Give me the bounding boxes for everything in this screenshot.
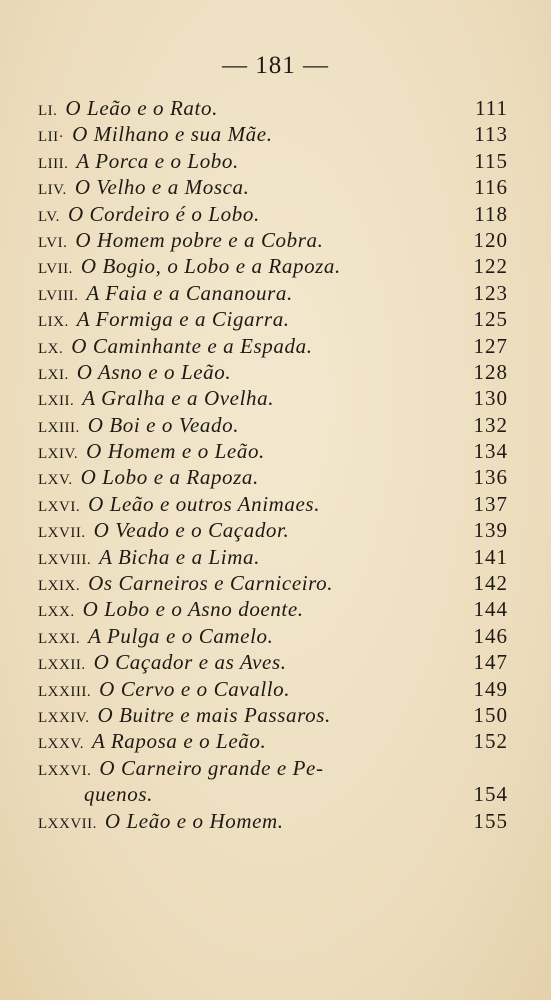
entry-page-number: 128 <box>473 359 508 384</box>
toc-entry <box>38 227 508 253</box>
entry-title: A Pulga e o Camelo. <box>88 623 274 648</box>
entry-page-number: 141 <box>473 544 508 569</box>
entry-numeral: LV. <box>38 208 60 225</box>
entry-page-number: 113 <box>474 122 508 147</box>
entry-title: A Formiga e a Cigarra. <box>76 307 290 332</box>
toc-entry <box>38 808 508 834</box>
toc-entry <box>38 201 508 227</box>
entry-page-number: 139 <box>473 518 508 543</box>
entry-numeral: LXVI. <box>38 498 81 515</box>
entry-page-number: 147 <box>473 650 508 675</box>
entry-numeral: LXVII. <box>38 525 86 542</box>
entry-title: O Leão e outros Animaes. <box>88 491 321 516</box>
entry-title: O Bogio, o Lobo e a Rapoza. <box>80 254 341 279</box>
entry-page-number: 115 <box>474 148 508 173</box>
entry-title: O Carneiro grande e Pe- <box>99 755 324 780</box>
entry-page-number: 130 <box>473 386 508 411</box>
entry-numeral: LXXV. <box>38 736 84 753</box>
toc-entry <box>38 121 508 147</box>
entry-page-number: 122 <box>473 254 508 279</box>
toc-entry <box>38 570 508 596</box>
toc-entry <box>38 649 508 675</box>
toc-entry <box>38 491 508 517</box>
toc-entry <box>38 596 508 622</box>
entry-numeral: LIII. <box>38 155 69 172</box>
toc-entry <box>38 359 508 385</box>
entry-numeral: LXIV. <box>38 446 79 463</box>
entry-page-number: 136 <box>473 465 508 490</box>
entry-title: O Homem e o Leão. <box>86 439 265 464</box>
entry-title: O Asno e o Leão. <box>76 359 232 384</box>
toc-entry <box>38 676 508 702</box>
entry-title: O Leão e o Homem. <box>104 808 284 833</box>
entry-title: A Porca e o Lobo. <box>76 148 239 173</box>
entry-page-number: 149 <box>473 676 508 701</box>
entry-title: Os Carneiros e Carniceiro. <box>88 571 334 596</box>
toc-entry <box>38 148 508 174</box>
entry-title: A Faia e a Cananoura. <box>86 280 293 305</box>
entry-numeral: LXXVII. <box>38 815 97 832</box>
entry-numeral: LXXI. <box>38 630 81 647</box>
entry-title: O Buitre e mais Passaros. <box>97 702 331 727</box>
toc-entry <box>38 702 508 728</box>
toc-entry <box>38 728 508 754</box>
entry-numeral: LXXIV. <box>38 709 90 726</box>
toc-entry <box>38 438 508 464</box>
table-of-contents <box>38 95 508 834</box>
entry-title: O Lobo e a Rapoza. <box>80 465 259 490</box>
entry-title: quenos. <box>84 782 153 807</box>
entry-numeral: LXIII. <box>38 419 80 436</box>
entry-page-number: 144 <box>473 597 508 622</box>
entry-numeral: LVII. <box>38 261 73 278</box>
toc-entry <box>38 623 508 649</box>
entry-numeral: LXX. <box>38 604 75 621</box>
entry-numeral: LVI. <box>38 234 68 251</box>
entry-title: O Homem pobre e a Cobra. <box>75 227 324 252</box>
entry-page-number: 137 <box>473 491 508 516</box>
entry-page-number: 120 <box>473 227 508 252</box>
entry-numeral: LXXVI. <box>38 762 92 779</box>
entry-numeral: LII· <box>38 129 65 146</box>
entry-numeral: LXXII. <box>38 657 86 674</box>
page-number: — 181 — <box>222 52 329 79</box>
entry-title: O Boi e o Veado. <box>87 412 240 437</box>
toc-entry <box>38 517 508 543</box>
toc-entry <box>38 464 508 490</box>
toc-entry <box>38 412 508 438</box>
entry-numeral: LXIX. <box>38 578 81 595</box>
entry-page-number: 111 <box>475 96 508 120</box>
entry-numeral: LIX. <box>38 314 69 331</box>
entry-numeral: LXXIII. <box>38 683 92 700</box>
entry-title: O Cervo e o Cavallo. <box>99 676 291 701</box>
entry-title: O Caçador e as Aves. <box>93 650 287 675</box>
entry-title: O Milhano e sua Mãe. <box>72 122 273 147</box>
toc-entry <box>38 544 508 570</box>
entry-page-number: 155 <box>473 808 508 833</box>
entry-title: O Caminhante e a Espada. <box>71 333 313 358</box>
toc-entry <box>38 781 508 807</box>
entry-title: O Velho e a Mosca. <box>74 175 250 200</box>
entry-page-number: 142 <box>473 571 508 596</box>
toc-entry <box>38 755 508 781</box>
entry-page-number: 118 <box>474 201 508 226</box>
entry-page-number: 154 <box>473 782 508 807</box>
toc-entry <box>38 174 508 200</box>
toc-entry <box>38 253 508 279</box>
entry-page-number: 116 <box>474 175 508 200</box>
toc-entry <box>38 306 508 332</box>
entry-page-number: 150 <box>473 702 508 727</box>
entry-page-number: 132 <box>473 412 508 437</box>
toc-entry <box>38 95 508 121</box>
toc-entry <box>38 385 508 411</box>
entry-numeral: LXII. <box>38 393 75 410</box>
entry-page-number: 152 <box>473 729 508 754</box>
entry-page-number: 134 <box>473 439 508 464</box>
entry-page-number: 123 <box>473 280 508 305</box>
entry-numeral: LX. <box>38 340 64 357</box>
entry-page-number: 127 <box>473 333 508 358</box>
entry-page-number: 146 <box>473 623 508 648</box>
entry-title: O Lobo e o Asno doente. <box>82 597 304 622</box>
entry-numeral: LXI. <box>38 366 69 383</box>
entry-numeral: LXV. <box>38 472 73 489</box>
entry-title: O Veado e o Caçador. <box>93 518 290 543</box>
entry-title: O Cordeiro é o Lobo. <box>67 201 260 226</box>
entry-title: A Gralha e a Ovelha. <box>82 386 275 411</box>
entry-numeral: LVIII. <box>38 287 79 304</box>
toc-entry <box>38 333 508 359</box>
entry-title: A Bicha e a Lima. <box>99 544 260 569</box>
entry-numeral: LIV. <box>38 182 67 199</box>
entry-title: A Raposa e o Leão. <box>91 729 267 754</box>
toc-entry <box>38 280 508 306</box>
entry-page-number: 125 <box>473 307 508 332</box>
entry-numeral: LI. <box>38 103 58 119</box>
entry-numeral: LXVIII. <box>38 551 92 568</box>
entry-title: O Leão e o Rato. <box>65 96 218 120</box>
